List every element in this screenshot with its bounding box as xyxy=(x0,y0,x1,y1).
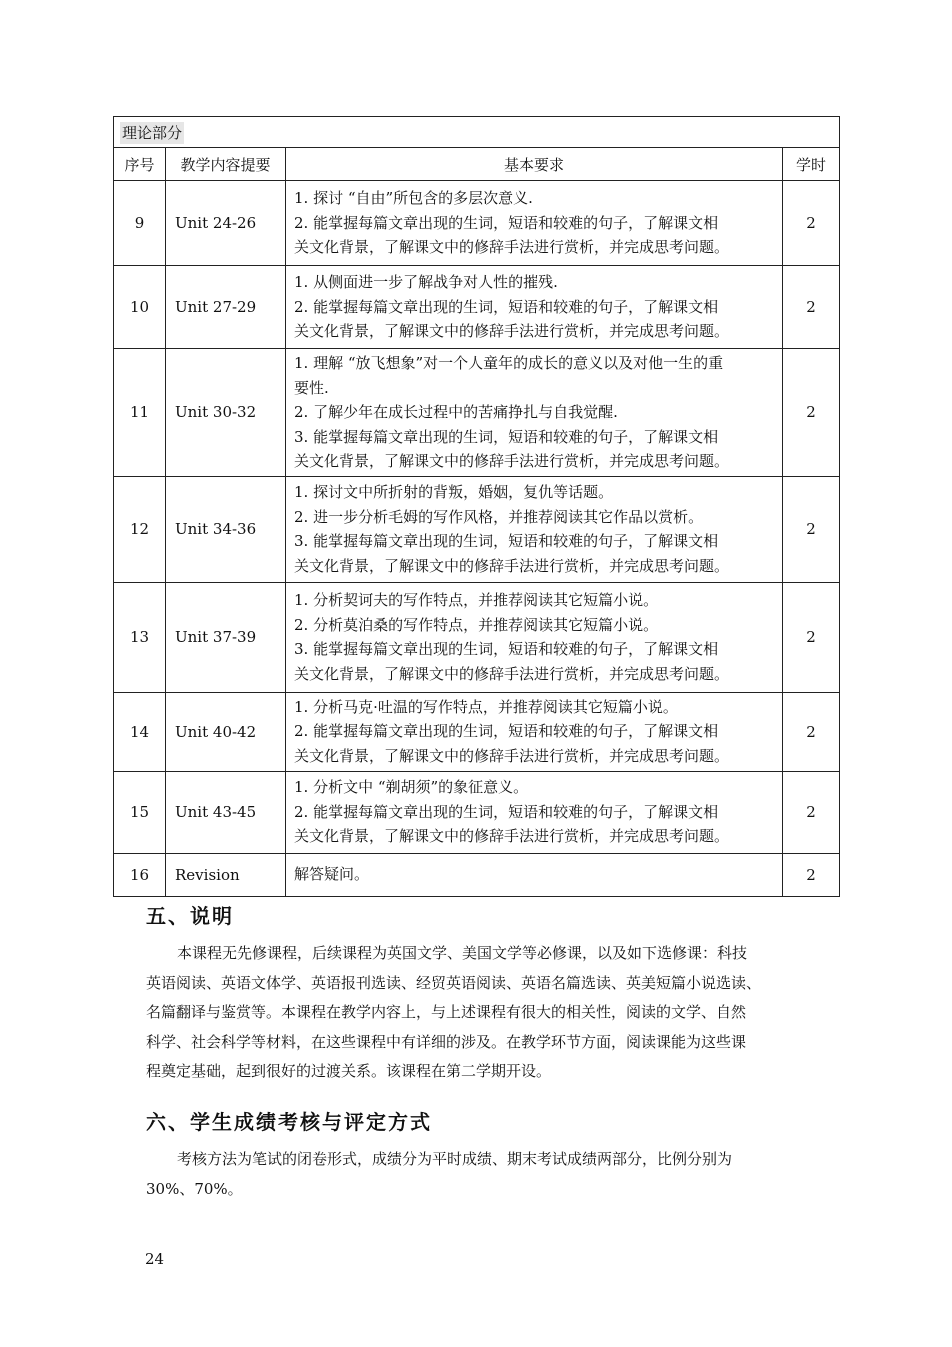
course-table-container xyxy=(113,116,839,897)
requirement-line: 1. 探讨 “自由”所包含的多层次意义. xyxy=(294,189,533,208)
table-row xyxy=(114,349,840,477)
paragraph-line: 30%、70%。 xyxy=(146,1179,243,1198)
section5-paragraph xyxy=(146,939,816,1087)
requirement-line: 1. 分析契诃夫的写作特点，并推荐阅读其它短篇小说。 xyxy=(294,591,659,609)
row-number: 16 xyxy=(114,853,166,896)
row-number: 10 xyxy=(114,266,166,349)
table-row xyxy=(114,582,840,692)
requirement-line: 3. 能掌握每篇文章出现的生词，短语和较难的句子，了解课文相 xyxy=(294,427,719,446)
section-row xyxy=(114,117,840,148)
table-row xyxy=(114,476,840,582)
course-content-table xyxy=(113,116,840,897)
row-requirements xyxy=(286,181,783,266)
row-number: 12 xyxy=(114,476,166,582)
header-content: 教学内容提要 xyxy=(166,148,286,181)
requirement-line: 1. 理解 “放飞想象”对一个人童年的成长的意义以及对他一生的重 xyxy=(294,354,724,372)
section-label: 理论部分 xyxy=(122,123,183,142)
requirement-line: 2. 能掌握每篇文章出现的生词，短语和较难的句子，了解课文相 xyxy=(294,213,719,232)
row-hours: 2 xyxy=(783,476,840,582)
header-num: 序号 xyxy=(114,148,166,181)
requirement-line: 1. 从侧面进一步了解战争对人性的摧残. xyxy=(294,273,558,292)
header-row xyxy=(114,148,840,181)
row-number: 13 xyxy=(114,582,166,692)
requirement-line: 关文化背景，了解课文中的修辞手法进行赏析，并完成思考问题。 xyxy=(294,238,730,257)
table-row xyxy=(114,771,840,853)
row-hours: 2 xyxy=(783,853,840,896)
section6-heading: 六、学生成绩考核与评定方式 xyxy=(146,1110,432,1134)
requirement-line: 3. 能掌握每篇文章出现的生词，短语和较难的句子，了解课文相 xyxy=(294,532,719,550)
requirement-line: 1. 分析马克·吐温的写作特点，并推荐阅读其它短篇小说。 xyxy=(294,697,678,716)
row-hours: 2 xyxy=(783,181,840,266)
header-requirements: 基本要求 xyxy=(286,148,783,181)
row-hours: 2 xyxy=(783,692,840,771)
requirement-line: 关文化背景，了解课文中的修辞手法进行赏析，并完成思考问题。 xyxy=(294,827,730,846)
table-row xyxy=(114,853,840,896)
row-content: Unit 37-39 xyxy=(166,582,286,692)
requirement-line: 要性. xyxy=(294,378,329,397)
requirement-line: 关文化背景，了解课文中的修辞手法进行赏析，并完成思考问题。 xyxy=(294,746,730,765)
row-number: 14 xyxy=(114,692,166,771)
row-number: 9 xyxy=(114,181,166,266)
row-content: Unit 27-29 xyxy=(166,266,286,349)
table-row xyxy=(114,266,840,349)
row-requirements xyxy=(286,582,783,692)
section-label-cell xyxy=(114,117,840,148)
row-requirements xyxy=(286,476,783,582)
requirement-line: 2. 了解少年在成长过程中的苦痛挣扎与自我觉醒. xyxy=(294,403,618,421)
requirement-line: 解答疑问。 xyxy=(294,865,370,884)
table-row xyxy=(114,181,840,266)
row-hours: 2 xyxy=(783,771,840,853)
paragraph-line: 本课程无先修课程，后续课程为英国文学、美国文学等必修课，以及如下选修课：科技 xyxy=(177,944,748,962)
row-requirements xyxy=(286,692,783,771)
requirement-line: 关文化背景，了解课文中的修辞手法进行赏析，并完成思考问题。 xyxy=(294,556,730,575)
row-hours: 2 xyxy=(783,266,840,349)
requirement-line: 关文化背景，了解课文中的修辞手法进行赏析，并完成思考问题。 xyxy=(294,452,730,470)
requirement-line: 3. 能掌握每篇文章出现的生词，短语和较难的句子，了解课文相 xyxy=(294,640,719,658)
table-row xyxy=(114,692,840,771)
row-content: Revision xyxy=(166,853,286,896)
requirement-line: 2. 进一步分析毛姆的写作风格，并推荐阅读其它作品以赏析。 xyxy=(294,507,704,526)
row-requirements xyxy=(286,853,783,896)
requirement-line: 关文化背景，了解课文中的修辞手法进行赏析，并完成思考问题。 xyxy=(294,322,730,341)
requirement-line: 1. 分析文中 “剃胡须”的象征意义。 xyxy=(294,778,529,797)
row-requirements xyxy=(286,349,783,477)
requirement-line: 关文化背景，了解课文中的修辞手法进行赏析，并完成思考问题。 xyxy=(294,664,730,683)
header-hours: 学时 xyxy=(783,148,840,181)
row-hours: 2 xyxy=(783,349,840,477)
paragraph-line: 科学、社会科学等材料，在这些课程中有详细的涉及。在教学环节方面，阅读课能为这些课 xyxy=(146,1032,747,1051)
requirement-line: 2. 能掌握每篇文章出现的生词，短语和较难的句子，了解课文相 xyxy=(294,802,719,821)
page-number: 24 xyxy=(145,1250,165,1268)
row-requirements xyxy=(286,771,783,853)
requirement-line: 1. 探讨文中所折射的背叛，婚姻，复仇等话题。 xyxy=(294,483,614,501)
requirement-line: 2. 分析莫泊桑的写作特点，并推荐阅读其它短篇小说。 xyxy=(294,615,659,634)
row-requirements xyxy=(286,266,783,349)
row-content: Unit 34-36 xyxy=(166,476,286,582)
row-content: Unit 40-42 xyxy=(166,692,286,771)
row-content: Unit 30-32 xyxy=(166,349,286,477)
paragraph-line: 名篇翻译与鉴赏等。本课程在教学内容上，与上述课程有很大的相关性，阅读的文学、自然 xyxy=(146,1003,747,1021)
requirement-line: 2. 能掌握每篇文章出现的生词，短语和较难的句子，了解课文相 xyxy=(294,297,719,316)
row-content: Unit 24-26 xyxy=(166,181,286,266)
paragraph-line: 考核方法为笔试的闭卷形式，成绩分为平时成绩、期末考试成绩两部分，比例分别为 xyxy=(177,1150,733,1168)
row-hours: 2 xyxy=(783,582,840,692)
row-number: 11 xyxy=(114,349,166,477)
requirement-line: 2. 能掌握每篇文章出现的生词，短语和较难的句子，了解课文相 xyxy=(294,722,719,741)
row-number: 15 xyxy=(114,771,166,853)
section5-heading: 五、说明 xyxy=(146,904,234,928)
paragraph-line: 英语阅读、英语文体学、英语报刊选读、经贸英语阅读、英语名篇选读、英美短篇小说选读、 xyxy=(146,973,762,992)
row-content: Unit 43-45 xyxy=(166,771,286,853)
paragraph-line: 程奠定基础，起到很好的过渡关系。该课程在第二学期开设。 xyxy=(146,1062,552,1080)
section6-paragraph xyxy=(146,1145,816,1204)
